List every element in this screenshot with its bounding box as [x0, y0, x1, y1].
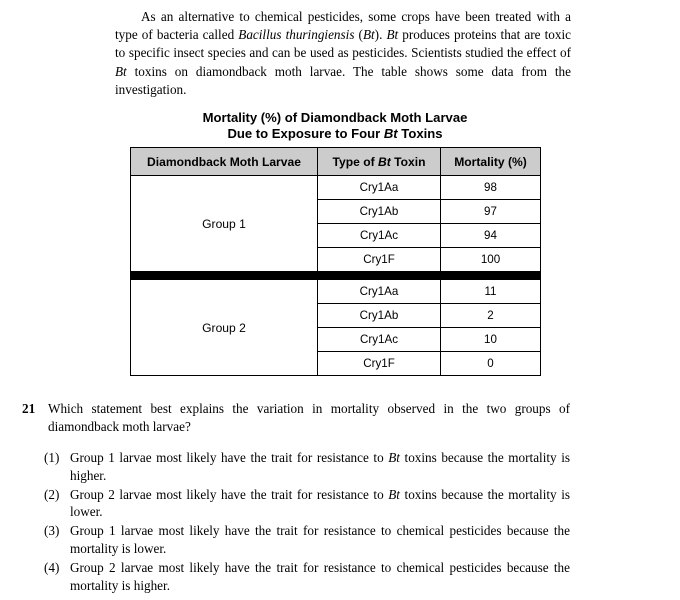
table-title — [130, 110, 540, 141]
passage-segment-4: produces proteins that are toxic to specific insect species and can be used as pesticides. Scientists studied the effect of — [115, 27, 571, 61]
toxin-cell: Cry1Aa — [318, 280, 441, 304]
toxin-cell: Cry1Aa — [318, 176, 441, 200]
question-text: Which statement best explains the variation in mortality observed in the two groups of diamondback moth larvae? — [48, 401, 570, 434]
passage-paragraph — [115, 8, 571, 99]
table-title-line-2-pre: Due to Exposure to Four — [227, 125, 384, 141]
passage-bt-abbrev-3: Bt — [115, 63, 127, 79]
passage-segment-3: ). — [374, 27, 387, 43]
toxin-cell: Cry1Ac — [318, 328, 441, 352]
answer-choice-label: (4) — [44, 560, 60, 576]
toxin-cell: Cry1Ab — [318, 304, 441, 328]
answer-choice-1[interactable] — [44, 449, 570, 484]
mortality-cell: 10 — [441, 328, 541, 352]
data-table-block — [130, 110, 540, 376]
column-header-toxin-post: Toxin — [390, 154, 426, 169]
group-label-cell-2: Group 2 — [131, 280, 318, 376]
table-title-line-2 — [130, 126, 540, 142]
passage-species-name: Bacillus thuringiensis — [238, 27, 355, 43]
toxin-cell: Cry1Ab — [318, 200, 441, 224]
passage-bt-abbrev-1: Bt — [362, 27, 375, 43]
column-header-toxin-pre: Type of — [332, 154, 378, 169]
table-title-line-2-post: Toxins — [397, 125, 443, 141]
column-header-toxin — [318, 148, 441, 176]
passage-segment-5: toxins on diamondback moth larvae. The table shows some data from the investigation. — [115, 63, 571, 97]
passage-segment-1: As an alternative to chemical pesticides, some crops have been treated with a type of bacteria called — [115, 9, 571, 43]
column-header-larvae: Diamondback Moth Larvae — [131, 148, 318, 176]
group-divider-row — [131, 272, 541, 280]
mortality-cell: 2 — [441, 304, 541, 328]
table-header-row — [131, 148, 541, 176]
mortality-cell: 100 — [441, 248, 541, 272]
answer-choice-label: (1) — [44, 450, 60, 465]
answer-choice-bt-italic: Bt — [388, 450, 400, 465]
answer-choice-post: toxins because the mortality is lower. — [70, 486, 571, 520]
answer-choice-text — [70, 486, 570, 521]
answer-choice-label: (2) — [44, 486, 60, 502]
mortality-cell: 94 — [441, 224, 541, 248]
group-divider-cell — [318, 272, 441, 280]
group-label-cell-1: Group 1 — [131, 176, 318, 272]
mortality-cell: 97 — [441, 200, 541, 224]
mortality-table — [130, 147, 541, 376]
toxin-cell: Cry1F — [318, 248, 441, 272]
table-row — [131, 176, 541, 200]
answer-choice-pre: Group 2 larvae most likely have the trait for resistance to chemical pesticides because the mortality is higher. — [70, 560, 570, 593]
answer-choice-3[interactable] — [44, 522, 570, 557]
toxin-cell: Cry1F — [318, 352, 441, 376]
answer-choices-list — [44, 449, 570, 596]
column-header-toxin-bt: Bt — [377, 154, 391, 169]
table-row — [131, 280, 541, 304]
answer-choice-pre: Group 1 larvae most likely have the trait for resistance to — [70, 450, 389, 465]
answer-choice-pre: Group 1 larvae most likely have the trait for resistance to chemical pesticides because the mortality is lower. — [70, 523, 570, 556]
mortality-cell: 11 — [441, 280, 541, 304]
table-body — [131, 176, 541, 376]
answer-choice-bt-italic: Bt — [388, 486, 400, 502]
answer-choice-text — [70, 522, 570, 557]
answer-choice-label: (3) — [44, 523, 60, 539]
mortality-cell: 98 — [441, 176, 541, 200]
column-header-mortality: Mortality (%) — [441, 148, 541, 176]
mortality-cell: 0 — [441, 352, 541, 376]
table-title-line-1: Mortality (%) of Diamondback Moth Larvae — [202, 110, 468, 125]
table-title-bt-italic: Bt — [383, 125, 398, 141]
answer-choice-4[interactable] — [44, 559, 570, 594]
toxin-cell: Cry1Ac — [318, 224, 441, 248]
answer-choice-2[interactable] — [44, 486, 570, 521]
group-divider-cell — [131, 272, 318, 280]
answer-choice-text — [70, 449, 570, 484]
group-divider-cell — [441, 272, 541, 280]
passage-bt-abbrev-2: Bt — [386, 27, 399, 43]
passage-segment-2: ( — [354, 27, 363, 43]
question-block — [22, 400, 570, 435]
answer-choice-text — [70, 559, 570, 594]
question-number: 21 — [22, 401, 36, 416]
answer-choice-post: toxins because the mortality is higher. — [70, 450, 571, 483]
answer-choice-pre: Group 2 larvae most likely have the trait for resistance to — [70, 486, 389, 502]
